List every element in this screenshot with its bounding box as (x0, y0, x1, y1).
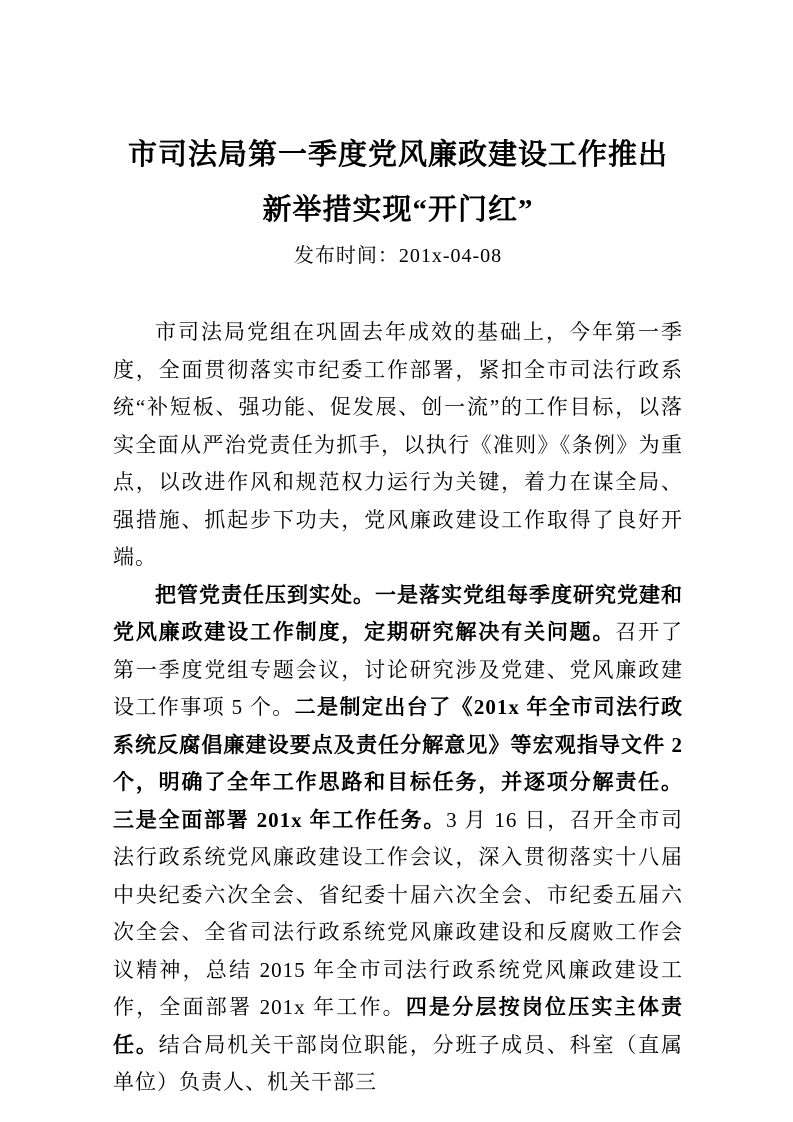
title-line-1: 市司法局第一季度党风廉政建设工作推出 (127, 139, 668, 171)
document-body (113, 314, 683, 1102)
paragraph-2-run-5-bold: 四是分层按岗位压实主体责任。 (113, 995, 684, 1057)
publish-date: 发布时间：201x-04-08 (293, 245, 503, 267)
paragraph-2-run-4: 3 月 16 日，召开全市司法行政系统党风廉政建设工作会议，深入贯彻落实十八届中央纪委六次全会、省纪委十届六次全会、市纪委五届六次全会、全省司法行政系统党风廉政建设和反腐败工作会议精神，总结 2015 年全市司法行政系统党风廉政建设工作，全面部署 201x 年工作。 (113, 807, 684, 1019)
paragraph-2-run-2: 召开了第一季度党组专题会议，讨论研究涉及党建、党风廉政建设工作事项 5 个。 (113, 620, 684, 719)
paragraph-1 (113, 314, 683, 577)
paragraph-1-text: 市司法局党组在巩固去年成效的基础上，今年第一季度，全面贯彻落实市纪委工作部署，紧扣全市司法行政系统“补短板、强功能、促发展、创一流”的工作目标，以落实全面从严治党责任为抓手，以执行《准则》《条例》为重点，以改进作风和规范权力运行为关键，着力在谋全局、强措施、抓起步下功夫，党风廉政建设工作取得了良好开端。 (113, 320, 683, 569)
paragraph-2 (113, 577, 683, 1102)
paragraph-2-run-3-bold: 二是制定出台了《201x 年全市司法行政系统反腐倡廉建设要点及责任分解意见》等宏观指导文件 2 个，明确了全年工作思路和目标任务，并逐项分解责任。三是全面部署 201x 年工作任务。 (113, 695, 683, 832)
paragraph-2-run-6: 结合局机关干部岗位职能，分班子成员、科室（直属单位）负责人、机关干部三 (113, 1032, 684, 1094)
paragraph-2-run-1-bold: 把管党责任压到实处。一是落实党组每季度研究党建和党风廉政建设工作制度，定期研究解决有关问题。 (113, 582, 683, 644)
document-title (113, 128, 683, 238)
title-line-2: 新举措实现“开门红” (262, 194, 534, 226)
